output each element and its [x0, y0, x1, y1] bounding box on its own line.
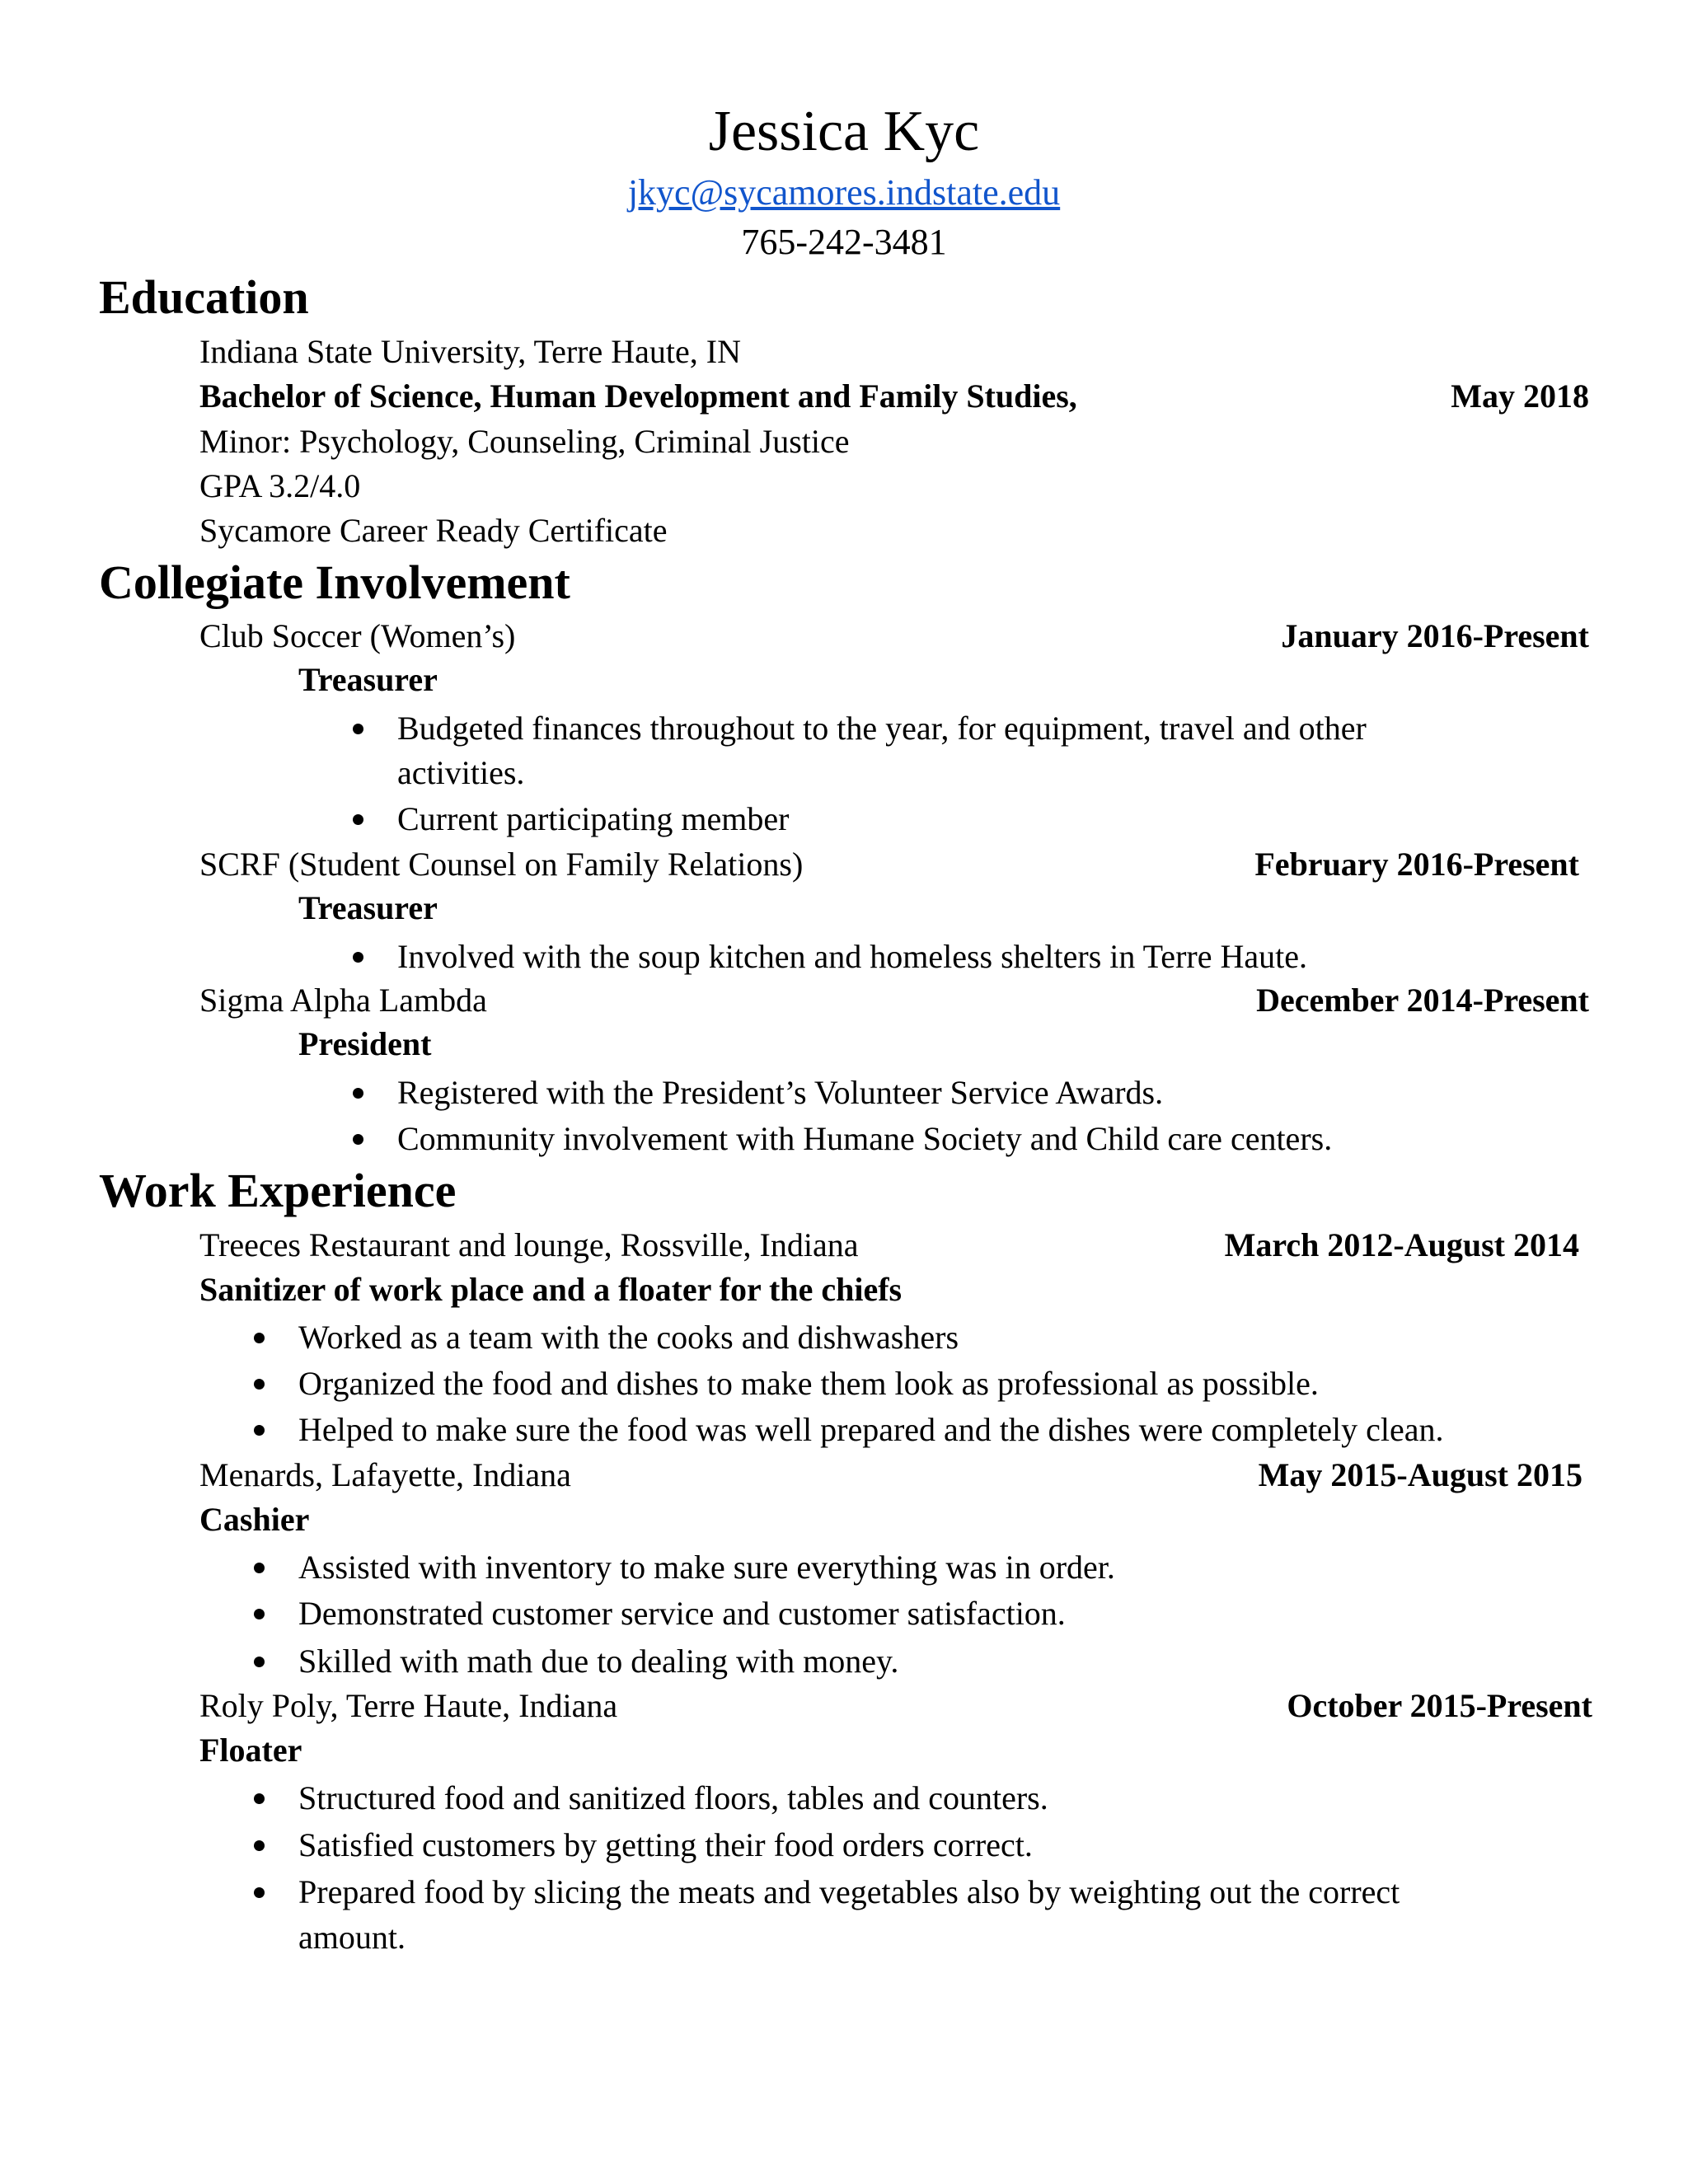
involvement-org: SCRF (Student Counsel on Family Relations) — [199, 846, 804, 883]
education-school: Indiana State University, Terre Haute, IN — [199, 333, 741, 370]
bullet-icon — [254, 1840, 265, 1851]
work-date: March 2012-August 2014 — [1224, 1226, 1579, 1263]
bullet-icon — [254, 1333, 265, 1343]
work-role: Sanitizer of work place and a floater for the chiefs — [199, 1271, 903, 1308]
involvement-role: President — [298, 1025, 432, 1062]
involvement-date: February 2016-Present — [1254, 846, 1579, 883]
involvement-org: Club Soccer (Women’s) — [199, 617, 516, 654]
bullet-text: Community involvement with Humane Society and Child care centers. — [397, 1120, 1333, 1157]
phone-number: 765-242-3481 — [741, 222, 947, 262]
involvement-role: Treasurer — [298, 661, 438, 698]
bullet-icon — [353, 724, 363, 734]
bullet-text: Registered with the President’s Volunteer Service Awards. — [397, 1074, 1164, 1111]
bullet-text-continued: amount. — [298, 1919, 406, 1956]
work-role: Floater — [199, 1732, 302, 1769]
education-degree-date: May 2018 — [1451, 377, 1589, 415]
bullet-text-continued: activities. — [397, 754, 525, 791]
bullet-icon — [254, 1793, 265, 1804]
bullet-icon — [254, 1887, 265, 1898]
bullet-icon — [254, 1609, 265, 1619]
involvement-heading: Collegiate Involvement — [99, 555, 570, 609]
bullet-icon — [353, 1134, 363, 1145]
work-employer: Menards, Lafayette, Indiana — [199, 1456, 571, 1493]
email-link[interactable]: jkyc@sycamores.indstate.edu — [627, 172, 1061, 213]
education-gpa: GPA 3.2/4.0 — [199, 467, 361, 504]
bullet-text: Current participating member — [397, 800, 790, 837]
bullet-text: Budgeted finances throughout to the year, for equipment, travel and other — [397, 710, 1367, 747]
involvement-role: Treasurer — [298, 889, 438, 926]
bullet-text: Involved with the soup kitchen and homeless shelters in Terre Haute. — [397, 938, 1307, 975]
bullet-icon — [254, 1425, 265, 1436]
work-employer: Treeces Restaurant and lounge, Rossville, Indiana — [199, 1226, 859, 1263]
bullet-text: Organized the food and dishes to make them look as professional as possible. — [298, 1365, 1319, 1402]
bullet-text: Skilled with math due to dealing with money. — [298, 1643, 899, 1680]
candidate-name: Jessica Kyc — [708, 100, 980, 163]
bullet-icon — [353, 952, 363, 963]
education-heading: Education — [99, 270, 309, 324]
involvement-date: January 2016-Present — [1281, 617, 1589, 654]
bullet-text: Worked as a team with the cooks and dishwashers — [298, 1319, 959, 1356]
bullet-text: Prepared food by slicing the meats and vegetables also by weighting out the correct — [298, 1873, 1400, 1910]
bullet-icon — [254, 1563, 265, 1573]
bullet-icon — [353, 1088, 363, 1099]
education-certificate: Sycamore Career Ready Certificate — [199, 512, 668, 549]
education-minor: Minor: Psychology, Counseling, Criminal Justice — [199, 423, 850, 460]
bullet-icon — [254, 1657, 265, 1667]
bullet-text: Demonstrated customer service and customer satisfaction. — [298, 1595, 1066, 1632]
bullet-text: Assisted with inventory to make sure everything was in order. — [298, 1549, 1115, 1586]
work-date: May 2015-August 2015 — [1258, 1456, 1582, 1493]
involvement-date: December 2014-Present — [1256, 982, 1589, 1019]
work-role: Cashier — [199, 1501, 310, 1538]
bullet-text: Helped to make sure the food was well prepared and the dishes were completely clean. — [298, 1411, 1444, 1448]
involvement-org: Sigma Alpha Lambda — [199, 982, 487, 1019]
work-heading: Work Experience — [99, 1164, 457, 1217]
bullet-text: Structured food and sanitized floors, tables and counters. — [298, 1779, 1048, 1816]
work-date: October 2015-Present — [1287, 1687, 1592, 1724]
education-degree: Bachelor of Science, Human Development and Family Studies, — [199, 377, 1077, 415]
bullet-text: Satisfied customers by getting their food orders correct. — [298, 1826, 1033, 1863]
bullet-icon — [353, 814, 363, 825]
work-employer: Roly Poly, Terre Haute, Indiana — [199, 1687, 618, 1724]
bullet-icon — [254, 1379, 265, 1390]
